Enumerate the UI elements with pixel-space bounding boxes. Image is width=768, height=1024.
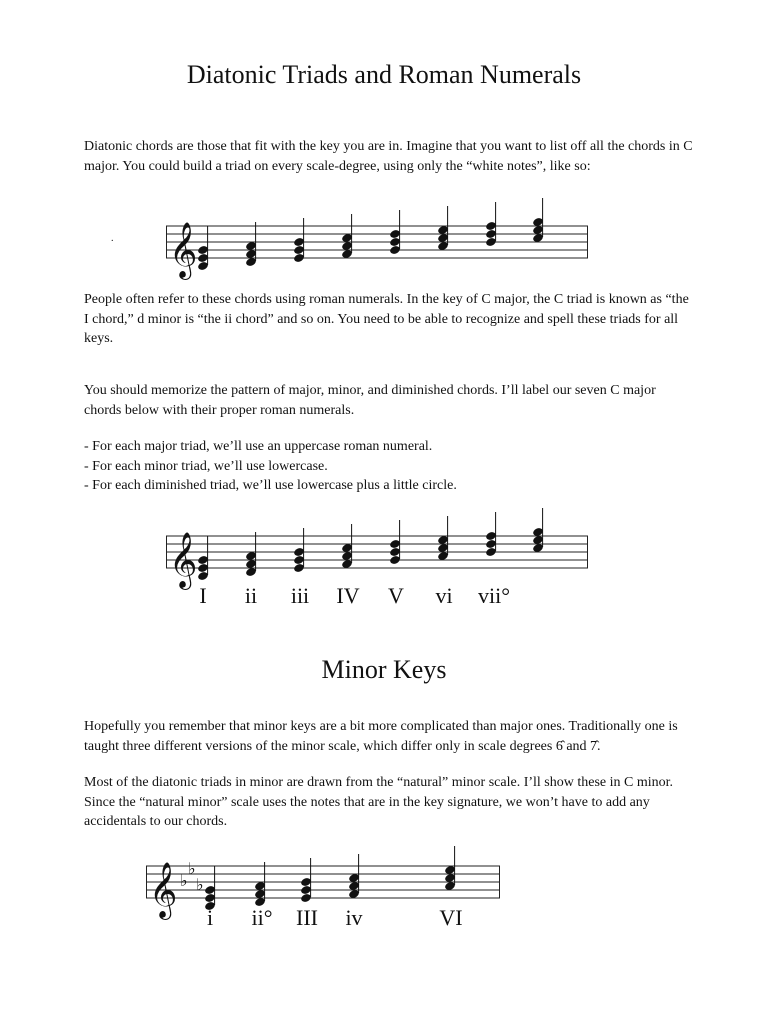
- numeral-vi: vi: [435, 583, 453, 608]
- flat-icon: ♭: [180, 871, 188, 890]
- treble-clef-icon: 𝄞: [169, 222, 198, 278]
- triad-chord: [444, 846, 456, 891]
- rule-minor: - For each minor triad, we’ll use lowercase.: [84, 458, 328, 474]
- triad-chord: [389, 210, 401, 255]
- triad-chord: [254, 862, 266, 907]
- natural-minor-paragraph: Most of the diatonic triads in minor are drawn from the “natural” minor scale. I’ll show these in C minor. Since the “natural minor” scale uses the notes that are in the key signature, we won’t have to add any accidentals to our chords.: [84, 775, 674, 829]
- numeral-iii: iii: [290, 583, 310, 608]
- triad-chord: [197, 536, 209, 581]
- triad-chord: [293, 528, 305, 573]
- minor-keys-paragraph: Hopefully you remember that minor keys are a bit more complicated than major ones. Traditionally one is taught three different versions of the minor scale, which differ only in scale degrees 6̂ and 7̂.: [84, 719, 678, 754]
- roman-numerals-paragraph: People often refer to these chords using roman numerals. In the key of C major, the C triad is known as “the I chord,” d minor is “the ii chord” and so on. You need to be able to recognize and spell these triads for all keys.: [84, 292, 689, 346]
- flat-icon: ♭: [188, 859, 196, 878]
- numeral-iv: iv: [345, 905, 363, 930]
- numeral-IV: IV: [336, 583, 360, 608]
- triad-chord: [245, 222, 257, 267]
- numeral-vii-dim: vii°: [477, 583, 511, 608]
- numeral-i: i: [206, 905, 214, 930]
- triad-chord: [485, 202, 497, 247]
- stray-mark: .: [111, 233, 114, 244]
- numeral-I: I: [199, 583, 207, 608]
- triad-chord: [437, 206, 449, 251]
- numeral-ii: ii: [244, 583, 258, 608]
- section-title-minor-keys: Minor Keys: [321, 655, 447, 684]
- rules-list: [84, 437, 694, 496]
- triad-chord: [341, 524, 353, 569]
- triad-chord: [485, 512, 497, 557]
- rule-major: - For each major triad, we’ll use an uppercase roman numeral.: [84, 439, 433, 454]
- flat-icon: ♭: [196, 875, 204, 894]
- numeral-V: V: [388, 583, 404, 608]
- triad-chord: [532, 198, 544, 243]
- triad-chord: [197, 226, 209, 271]
- triad-chord: [341, 214, 353, 259]
- page-title: Diatonic Triads and Roman Numerals: [186, 60, 582, 89]
- triad-chord: [532, 508, 544, 553]
- triad-chord: [245, 532, 257, 577]
- staff-c-major-labeled: [166, 522, 588, 588]
- intro-paragraph: Diatonic chords are those that fit with the key you are in. Imagine that you want to list off all the chords in C major. You could build a triad on every scale-degree, using only the “white notes”, like so:: [84, 139, 693, 174]
- treble-clef-icon: 𝄞: [169, 532, 198, 588]
- staff-c-major-triads: [166, 212, 588, 278]
- memorize-paragraph: You should memorize the pattern of major, minor, and diminished chords. I’ll label our seven C major chords below with their proper roman numerals.: [84, 383, 656, 418]
- triad-chord: [437, 516, 449, 561]
- triad-chord: [348, 854, 360, 899]
- triad-chord: [389, 520, 401, 565]
- numeral-ii-dim: ii°: [251, 905, 273, 930]
- rule-diminished: - For each diminished triad, we’ll use lowercase plus a little circle.: [84, 478, 457, 493]
- numeral-III: III: [296, 905, 318, 930]
- treble-clef-icon: 𝄞: [149, 862, 178, 918]
- triad-chord: [300, 858, 312, 903]
- triad-chord: [293, 218, 305, 263]
- numeral-VI: VI: [439, 905, 463, 930]
